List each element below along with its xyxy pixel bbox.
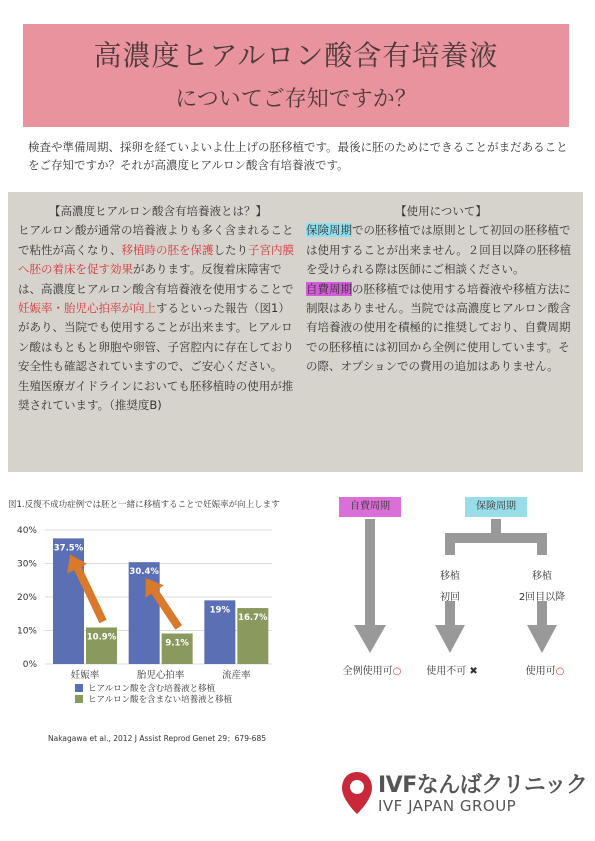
about-text-1: ヒアルロン酸が通常の培養液よりも多く含まれることで粘性が高くなり、 [18, 223, 294, 257]
legend-label: ヒアルロン酸を含まない培養液と移植 [88, 695, 233, 705]
first-result [412, 662, 492, 677]
first-transfer-bottom: 初回 [440, 592, 460, 603]
ng-mark-icon: ✖ [469, 666, 478, 677]
category-label: 妊娠率 [70, 670, 100, 681]
first-result-text: 使用不可 [426, 666, 467, 677]
y-tick-label: 40% [16, 526, 37, 536]
usage-heading: 【使用について】 [395, 204, 487, 218]
second-transfer-bottom: 2回目以降 [518, 592, 566, 603]
about-highlight-1: 移植時の胚を保護 [121, 242, 214, 257]
legend-swatch [75, 695, 83, 703]
bar-value-label: 19% [209, 605, 231, 616]
self-pay-result-text: 全例使用可 [342, 666, 393, 677]
about-heading: 【高濃度ヒアルロン酸含有培養液とは？】 [48, 204, 268, 218]
second-transfer-top: 移植 [532, 571, 552, 582]
second-transfer-label [502, 567, 582, 603]
legend-label: ヒアルロン酸を含む培養液と移植 [88, 684, 216, 694]
category-label: 流産率 [222, 670, 251, 681]
bar-chart [0, 510, 300, 725]
second-result [515, 662, 575, 677]
insurance-cycle-tag: 保険周期 [306, 223, 352, 238]
y-tick-label: 10% [16, 626, 37, 637]
info-panel [8, 192, 583, 472]
about-text-2: したり [213, 242, 248, 257]
second-arrow-shaft [537, 601, 547, 629]
legend-swatch [75, 684, 83, 692]
bar-value-label: 10.9% [86, 632, 117, 643]
clinic-logo-text: IVFなんばクリニック [378, 773, 588, 798]
self-pay-result [328, 662, 416, 677]
first-arrow-head [435, 625, 465, 653]
ok-mark-icon: ○ [555, 666, 565, 677]
about-highlight-3: 妊娠率・胎児心拍率が向上 [18, 301, 156, 316]
ok-mark-icon: ○ [392, 666, 402, 677]
about-column [18, 202, 298, 415]
self-pay-arrow-head [354, 625, 386, 653]
first-transfer-top: 移植 [440, 571, 460, 582]
bar [53, 538, 84, 664]
branch-left-drop [445, 533, 455, 555]
citation: Nakagawa et al., 2012 J Assist Reprod Genet 29；679-685 [48, 734, 266, 743]
second-result-text: 使用可 [525, 666, 556, 677]
flow-self-pay-tag: 自費周期 [339, 497, 401, 517]
category-label: 胎児心拍率 [136, 670, 185, 681]
y-tick-label: 0% [22, 660, 37, 670]
about-text-3: があります。反復着床障害では、高濃度ヒアルロン酸含有培養液を使用することで [18, 262, 294, 296]
self-pay-cycle-tag: 自費周期 [306, 281, 352, 296]
branch-right-drop [537, 533, 547, 555]
flow-insurance-tag: 保険周期 [465, 497, 527, 517]
about-highlight-2: 子宮内膜へ胚の着床を促す効果 [18, 242, 294, 277]
about-text-4: するといった報告（図1）があり、当院でも使用することが出来ます。ヒアルロン酸はもともと卵胞や卵管、子宮腔内に存在しており安全性も確認されていますので、ご安心ください。 [18, 301, 294, 374]
first-arrow-shaft [445, 601, 455, 629]
second-arrow-head [527, 625, 557, 653]
clinic-logo-icon [340, 770, 374, 816]
insurance-usage-text: での胚移植では原則として初回の胚移植では使用することが出来ません。２回目以降の胚移植を受けられる際は医師にご相談ください。 [306, 223, 572, 277]
bar-value-label: 37.5% [53, 543, 84, 554]
y-tick-label: 20% [16, 593, 37, 603]
page-subtitle: についてご存知ですか？ [175, 87, 417, 112]
guideline-text: 生殖医療ガイドラインにおいても胚移植時の使用が推奨されています。（推奨度B) [18, 378, 294, 413]
bar-value-label: 30.4% [129, 567, 159, 578]
first-transfer-label [425, 567, 475, 603]
page-title: 高濃度ヒアルロン酸含有培養液 [93, 39, 499, 72]
intro-text: 検査や準備周期、採卵を経ていよいよ仕上げの胚移植です。最後に胚のためにできることがまだあることをご存知ですか？それが高濃度ヒアルロン酸含有培養液です。 [28, 140, 568, 172]
y-tick-label: 30% [16, 559, 37, 570]
clinic-group-text: IVF JAPAN GROUP [378, 797, 517, 815]
insurance-branch-bar [445, 533, 547, 543]
self-pay-arrow-shaft [365, 519, 375, 629]
bar-value-label: 16.7% [238, 613, 268, 624]
usage-column [306, 202, 576, 377]
bar [129, 562, 160, 664]
bar-value-label: 9.1% [165, 638, 189, 649]
self-pay-usage-text: の胚移植では使用する培養液や移植方法に制限はありません。当院では高濃度ヒアルロン酸含有培養液の使用を積極的に推奨しており、自費周期での胚移植には初回から全例に使用しています。その際、オプションでの費用の追加はありません。 [306, 281, 571, 374]
chart-title: 図1.反復不成功症例では胚と一緒に移植することで妊娠率が向上します [8, 500, 280, 510]
header-banner [23, 24, 569, 127]
